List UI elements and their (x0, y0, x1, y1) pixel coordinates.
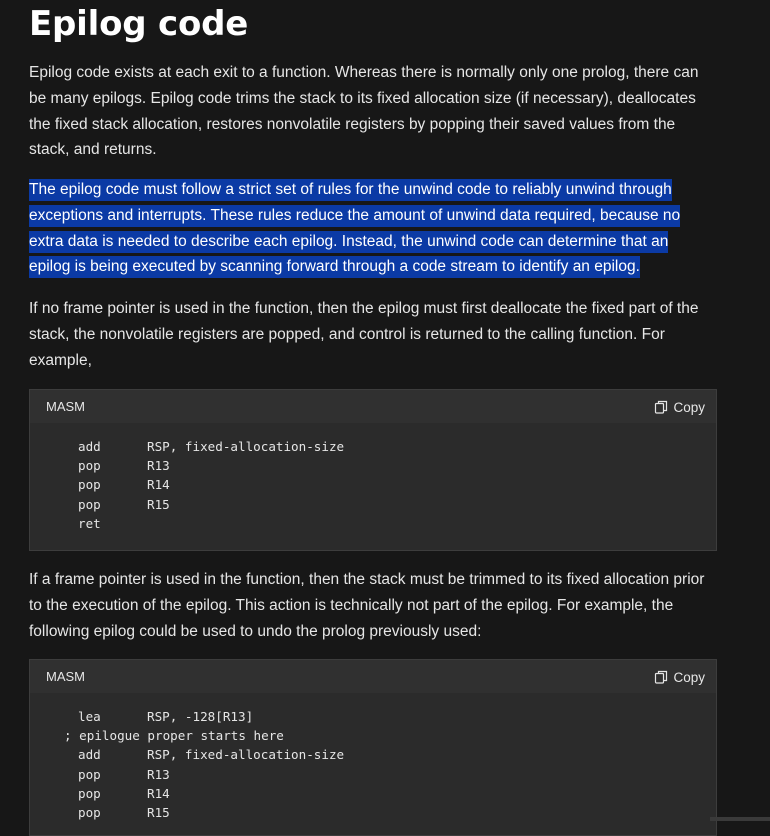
code-content[interactable] (30, 693, 716, 822)
horizontal-scrollbar[interactable] (710, 817, 770, 821)
code-instruction: add (78, 439, 101, 454)
code-line (78, 765, 716, 784)
code-instruction: pop (78, 477, 101, 493)
selected-text[interactable]: The epilog code must follow a strict set of rules for the unwind code to reliably unwind through exceptions and interrupts. These rules reduce the amount of unwind data required, because no extra data is needed to describe each epilog. Instead, the unwind code can determine that an epilog is being executed by scanning forward through a code stream to identify an epilog. (29, 179, 680, 278)
code-line (78, 437, 716, 456)
code-operands: RSP, -128[R13] (147, 709, 254, 724)
code-instruction: pop (78, 766, 101, 782)
paragraph-no-frame-pointer: If no frame pointer is used in the function, then the epilog must first deallocate the fixed part of the stack, the nonvolatile registers are popped, and control is returned to the calling function. For example, (29, 300, 699, 369)
code-block-2 (29, 659, 717, 836)
code-operands: RSP, fixed-allocation-size (147, 439, 345, 454)
code-content[interactable] (30, 423, 716, 533)
code-instruction: pop (78, 805, 101, 821)
code-language-label: MASM (46, 669, 85, 684)
copy-icon (654, 400, 668, 414)
code-instruction: ret (78, 515, 101, 531)
paragraph-frame-pointer: If a frame pointer is used in the function, then the stack must be trimmed to its fixed allocation prior to the execution of the epilog. This action is technically not part of the epilog. For example, the following epilog could be used to undo the prolog previously used: (29, 571, 705, 640)
code-block-1 (29, 389, 717, 551)
code-operands: R14 (147, 477, 170, 493)
code-line (78, 475, 716, 494)
code-line (78, 495, 716, 514)
copy-button[interactable] (654, 667, 705, 687)
code-operands: R13 (147, 458, 170, 474)
page-title: Epilog code (29, 4, 249, 44)
code-line (78, 514, 716, 533)
copy-label: Copy (673, 399, 705, 415)
paragraph-epilog-intro: Epilog code exists at each exit to a function. Whereas there is normally only one prolog, there can be many epilogs. Epilog code trims the stack to its fixed allocation size (if necessary), deallocates the fixed stack allocation, restores nonvolatile registers by popping their saved values from the stack, and returns. (29, 64, 699, 159)
code-line (78, 803, 716, 822)
copy-button[interactable] (654, 397, 705, 417)
code-operands: R15 (147, 805, 170, 821)
code-instruction: lea (78, 709, 101, 724)
code-operands: R15 (147, 496, 170, 512)
code-language-label: MASM (46, 399, 85, 414)
code-comment: ; epilogue proper starts here (64, 728, 284, 744)
article-content (29, 0, 719, 821)
code-line (78, 784, 716, 803)
code-operands: R14 (147, 785, 170, 801)
code-line (78, 707, 716, 726)
copy-icon (654, 670, 668, 684)
code-instruction: pop (78, 458, 101, 474)
code-header (30, 390, 716, 423)
copy-label: Copy (673, 669, 705, 685)
code-instruction: pop (78, 496, 101, 512)
code-line (64, 726, 716, 745)
code-line (78, 745, 716, 764)
code-line (78, 456, 716, 475)
code-operands: R13 (147, 766, 170, 782)
paragraph-epilog-rules (29, 177, 709, 280)
code-instruction: add (78, 747, 101, 763)
code-instruction: pop (78, 785, 101, 801)
code-header (30, 660, 716, 693)
code-operands: RSP, fixed-allocation-size (147, 747, 345, 763)
